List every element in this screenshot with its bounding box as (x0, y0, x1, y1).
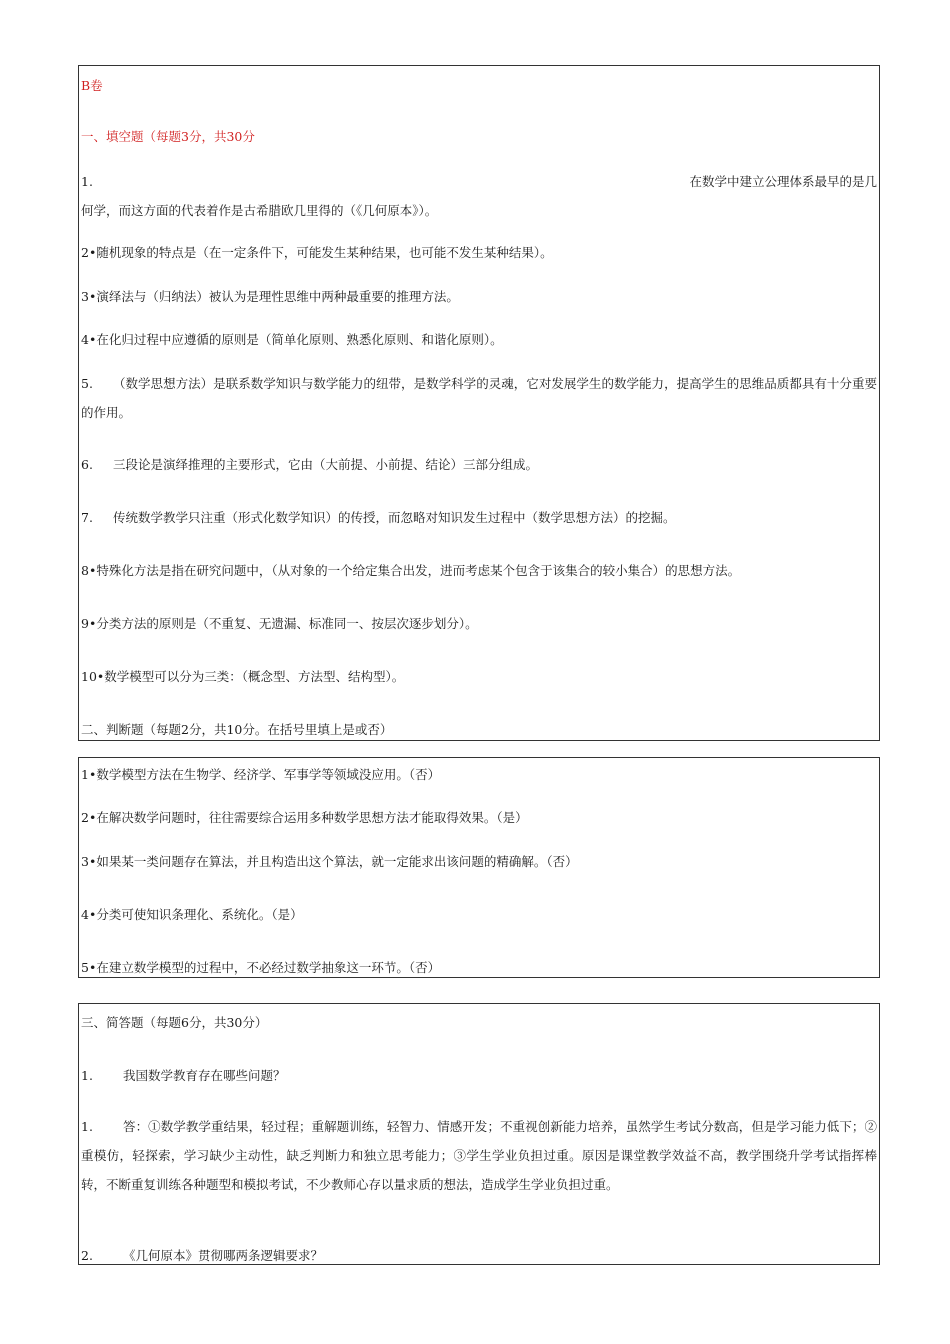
short-question-2-text: 《几何原本》贯彻哪两条逻辑要求？ (122, 1248, 323, 1263)
short-question-2 (81, 1248, 877, 1264)
short-answer-1-number: 1. (81, 1119, 93, 1134)
question-7 (81, 510, 877, 526)
question-2: 2•随机现象的特点是（在一定条件下，可能发生某种结果，也可能不发生某种结果）。 (81, 245, 553, 260)
tf-item-5: 5•在建立数学模型的过程中，不必经过数学抽象这一环节。（否） (81, 960, 441, 975)
question-10: 10•数学模型可以分为三类：（概念型、方法型、结构型）。 (81, 669, 405, 684)
question-1-text-part1: 在数学中建立公理体系最早的是几 (689, 174, 877, 189)
question-9: 9•分类方法的原则是（不重复、无遗漏、标准同一、按层次逐步划分）。 (81, 616, 478, 631)
question-1-line2: 何学，而这方面的代表着作是古希腊欧几里得的（《几何原本》）。 (81, 203, 438, 218)
short-answer-1 (81, 1112, 877, 1199)
short-question-1 (81, 1068, 877, 1084)
tf-item-3: 3•如果某一类问题存在算法，并且构造出这个算法，就一定能求出该问题的精确解。（否） (81, 854, 578, 869)
question-5-text: （数学思想方法）是联系数学知识与数学能力的纽带，是数学科学的灵魂，它对发展学生的数学能力，提高学生的思维品质都具有十分重要的作用。 (81, 376, 877, 420)
question-6 (81, 457, 877, 473)
short-answer-1-text: 答：①数学教学重结果，轻过程；重解题训练，轻智力、情感开发；不重视创新能力培养，虽然学生考试分数高，但是学习能力低下；②重模仿，轻探索，学习缺少主动性，缺乏判断力和独立思考能力；③学生学业负担过重。原因是课堂教学效益不高，教学围绕升学考试指挥棒转，不断重复训练各种题型和模拟考试，不少教师心存以量求质的想法，造成学生学业负担过重。 (81, 1119, 877, 1192)
section1-title: 一、填空题（每题3分，共30分 (81, 129, 255, 144)
tf-item-4: 4•分类可使知识条理化、系统化。（是） (81, 907, 303, 922)
question-1-line1 (81, 174, 877, 190)
question-4: 4•在化归过程中应遵循的原则是（简单化原则、熟悉化原则、和谐化原则）。 (81, 332, 503, 347)
paper-header: B卷 (81, 78, 103, 93)
short-question-1-text: 我国数学教育存在哪些问题？ (122, 1068, 286, 1083)
tf-item-2: 2•在解决数学问题时，往往需要综合运用多种数学思想方法才能取得效果。（是） (81, 810, 528, 825)
question-7-text: 传统数学教学只注重（形式化数学知识）的传授，而忽略对知识发生过程中（数学思想方法）的挖掘。 (112, 510, 676, 525)
question-6-text: 三段论是演绎推理的主要形式，它由（大前提、小前提、结论）三部分组成。 (112, 457, 538, 472)
true-false-section-box (78, 757, 880, 978)
question-6-number: 6. (81, 457, 93, 472)
question-3: 3•演绎法与（归纳法）被认为是理性思维中两种最重要的推理方法。 (81, 289, 459, 304)
question-5-number: 5. (81, 376, 93, 391)
short-question-1-number: 1. (81, 1068, 93, 1083)
short-question-2-number: 2. (81, 1248, 93, 1263)
tf-item-1: 1•数学模型方法在生物学、经济学、军事学等领域没应用。（否） (81, 767, 441, 782)
question-7-number: 7. (81, 510, 93, 525)
question-5 (81, 369, 877, 427)
short-answer-section-box (78, 1003, 880, 1265)
section2-title: 二、判断题（每题2分，共10分。在括号里填上是或否） (81, 722, 393, 737)
question-8: 8•特殊化方法是指在研究问题中，（从对象的一个给定集合出发，进而考虑某个包含于该集合的较小集合）的思想方法。 (81, 563, 741, 578)
section3-title: 三、简答题（每题6分，共30分） (81, 1015, 268, 1030)
fill-in-section-box (78, 65, 880, 741)
question-1-number: 1. (81, 174, 93, 189)
